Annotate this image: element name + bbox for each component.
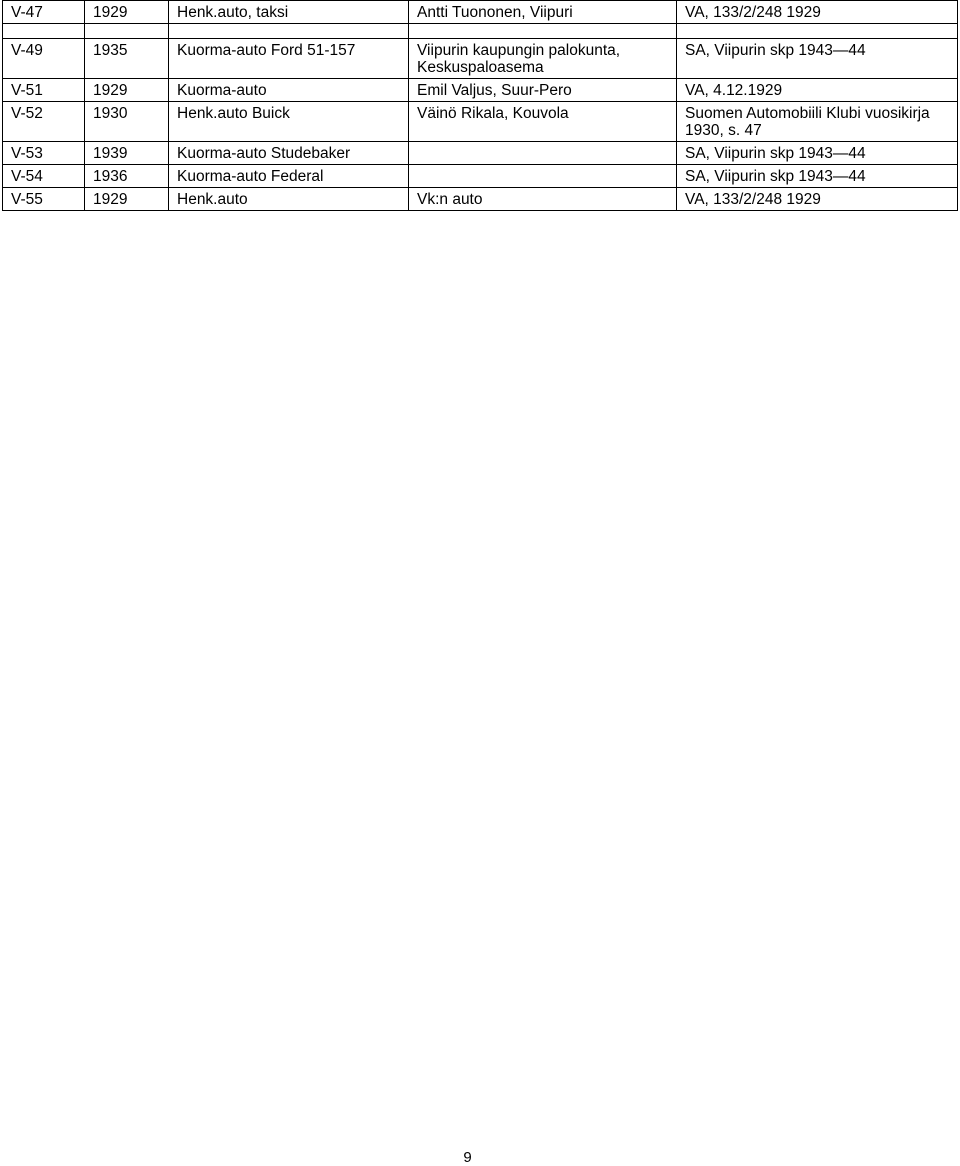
- vehicle-cell: Kuorma-auto Studebaker: [169, 142, 409, 165]
- registration-cell: V-47: [3, 1, 85, 24]
- registration-cell: V-53: [3, 142, 85, 165]
- registration-cell: V-51: [3, 79, 85, 102]
- year-cell: 1929: [85, 1, 169, 24]
- empty-table-row: [3, 24, 958, 39]
- year-cell: 1935: [85, 39, 169, 79]
- year-cell: 1930: [85, 102, 169, 142]
- year-cell: 1939: [85, 142, 169, 165]
- vehicle-cell: [169, 24, 409, 39]
- year-cell: 1929: [85, 79, 169, 102]
- owner-cell: Väinö Rikala, Kouvola: [409, 102, 677, 142]
- registration-cell: V-54: [3, 165, 85, 188]
- vehicle-registry-table: [2, 0, 958, 211]
- source-cell: VA, 133/2/248 1929: [677, 1, 958, 24]
- owner-cell: Viipurin kaupungin palokunta, Keskuspaloasema: [409, 39, 677, 79]
- page-number: 9: [463, 1149, 472, 1166]
- table-row: [3, 39, 958, 79]
- year-cell: 1936: [85, 165, 169, 188]
- source-cell: VA, 133/2/248 1929: [677, 188, 958, 211]
- year-cell: 1929: [85, 188, 169, 211]
- owner-cell: Emil Valjus, Suur-Pero: [409, 79, 677, 102]
- vehicle-cell: Henk.auto, taksi: [169, 1, 409, 24]
- vehicle-cell: Henk.auto: [169, 188, 409, 211]
- owner-cell: [409, 165, 677, 188]
- vehicle-cell: Henk.auto Buick: [169, 102, 409, 142]
- source-cell: VA, 4.12.1929: [677, 79, 958, 102]
- table-row: [3, 1, 958, 24]
- table-row: [3, 165, 958, 188]
- vehicle-cell: Kuorma-auto Federal: [169, 165, 409, 188]
- table-row: [3, 188, 958, 211]
- owner-cell: [409, 142, 677, 165]
- source-cell: Suomen Automobiili Klubi vuosikirja 1930, s. 47: [677, 102, 958, 142]
- table-row: [3, 79, 958, 102]
- registration-cell: V-49: [3, 39, 85, 79]
- source-cell: SA, Viipurin skp 1943—44: [677, 39, 958, 79]
- table-row: [3, 102, 958, 142]
- source-cell: [677, 24, 958, 39]
- vehicle-cell: Kuorma-auto: [169, 79, 409, 102]
- owner-cell: [409, 24, 677, 39]
- owner-cell: Vk:n auto: [409, 188, 677, 211]
- registration-cell: V-52: [3, 102, 85, 142]
- source-cell: SA, Viipurin skp 1943—44: [677, 142, 958, 165]
- vehicle-cell: Kuorma-auto Ford 51-157: [169, 39, 409, 79]
- year-cell: [85, 24, 169, 39]
- owner-cell: Antti Tuononen, Viipuri: [409, 1, 677, 24]
- table-row: [3, 142, 958, 165]
- source-cell: SA, Viipurin skp 1943—44: [677, 165, 958, 188]
- registration-cell: [3, 24, 85, 39]
- registration-cell: V-55: [3, 188, 85, 211]
